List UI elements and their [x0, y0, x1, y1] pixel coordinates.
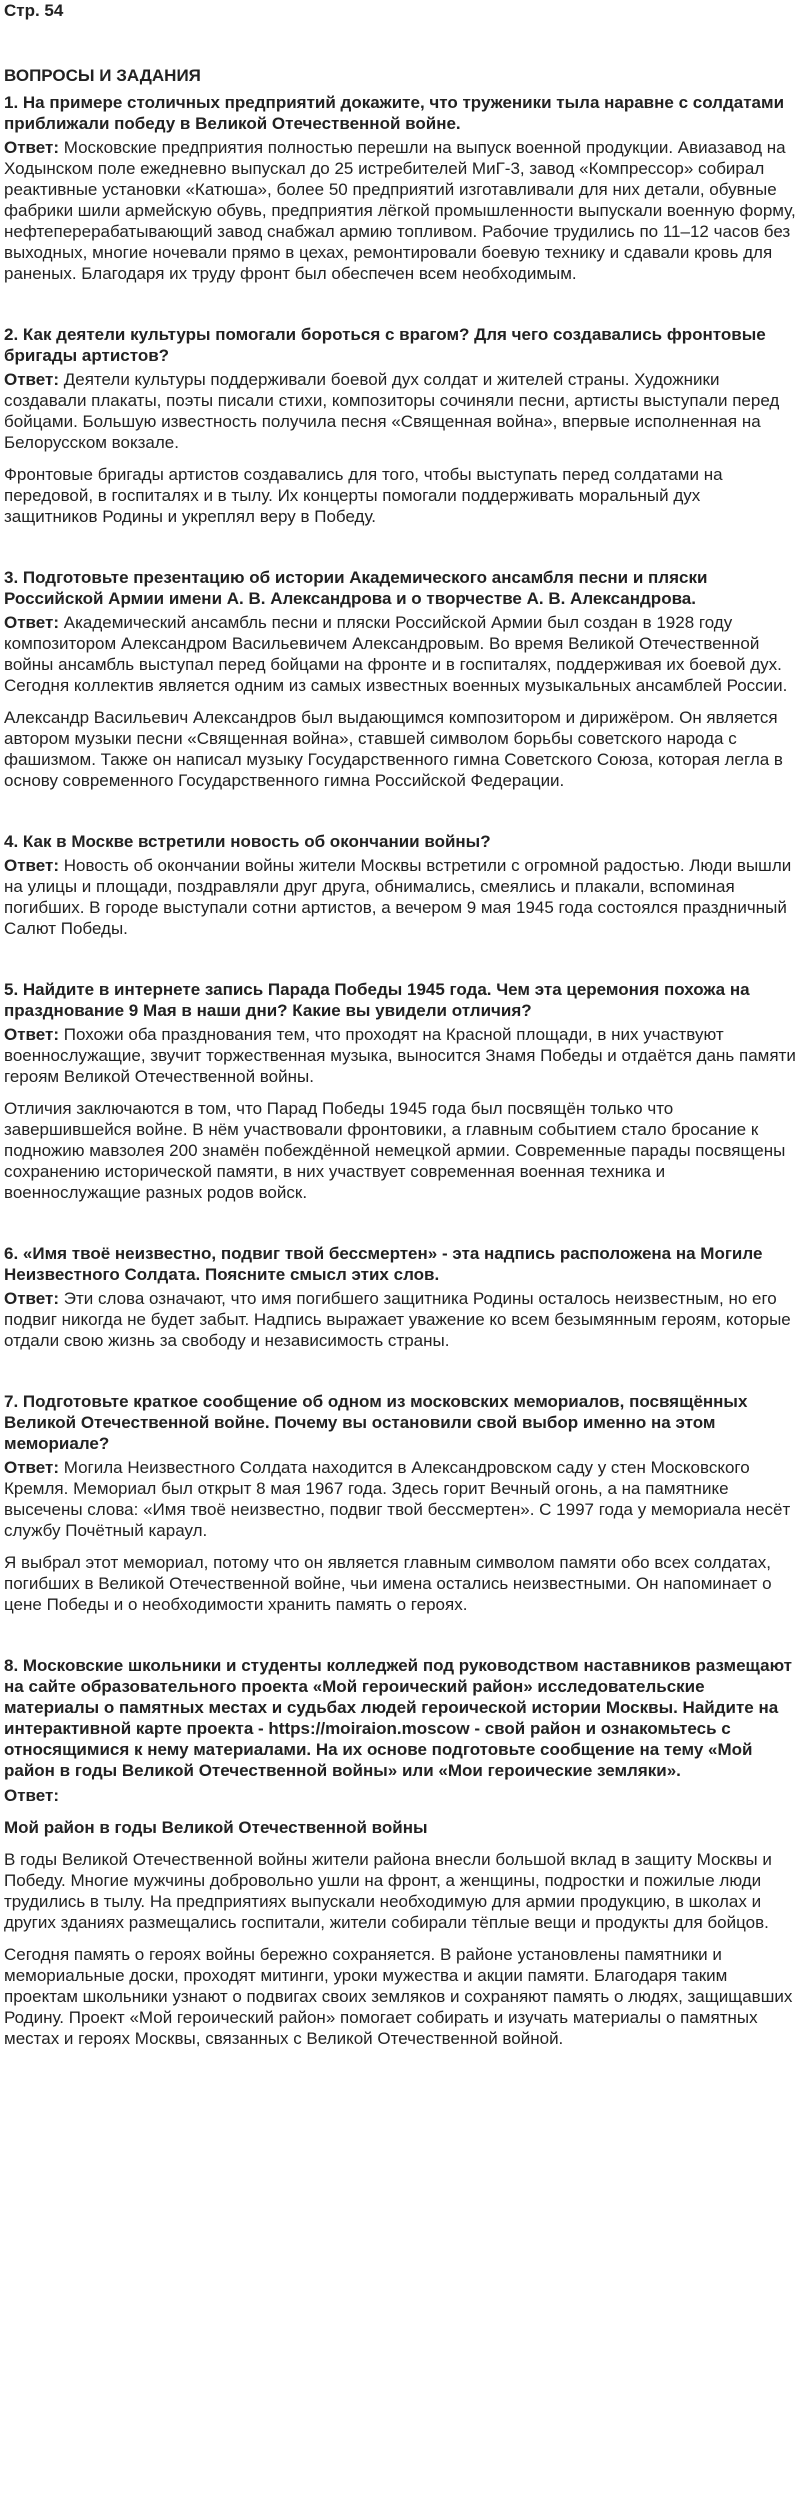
- question-text: 5. Найдите в интернете запись Парада Победы 1945 года. Чем эта церемония похожа на празднование 9 Мая в наши дни? Какие вы увидели отличия?: [4, 980, 750, 1020]
- answer-subtitle: Мой район в годы Великой Отечественной войны: [4, 1818, 428, 1837]
- question-text: 3. Подготовьте презентацию об истории Академического ансамбля песни и пляски Российской Армии имени А. В. Александрова и о творчестве А. В. Александрова.: [4, 568, 708, 608]
- answer-text: Александр Васильевич Александров был выдающимся композитором и дирижёром. Он является автором музыки песни «Священная война», ставшей символом борьбы советского народа с фашизмом. Также он написал музыку Государственного гимна Советского Союза, которая легла в основу современного Государственного гимна Российской Федерации.: [4, 708, 783, 790]
- answer-text: Могила Неизвестного Солдата находится в Александровском саду у стен Московского Кремля. Мемориал был открыт 8 мая 1967 года. Здесь горит Вечный огонь, а на памятнике высечены слова: «Имя твоё неизвестно, подвиг твой бессмертен». С 1997 года у мемориала несёт службу Почётный караул.: [4, 1458, 791, 1540]
- answer-paragraph: В годы Великой Отечественной войны жители района внесли большой вклад в защиту Москвы и Победу. Многие мужчины добровольно ушли на фронт, а женщины, подростки и пожилые люди трудились в тылу. На предприятиях выпускали необходимую для армии продукцию, в школах и других зданиях размещались госпитали, жители собирали тёплые вещи и продукты для бойцов.: [4, 1850, 772, 1932]
- answer-text: Похожи оба празднования тем, что проходят на Красной площади, в них участвуют военнослужащие, звучит торжественная музыка, выносится Знамя Победы и отдаётся дань памяти героям Великой Отечественной войны.: [4, 1025, 796, 1086]
- question-text: 1. На примере столичных предприятий докажите, что труженики тыла наравне с солдатами приближали победу в Великой Отечественной войне.: [4, 93, 785, 133]
- question-block-5: [4, 979, 796, 1203]
- answer-paragraph: Сегодня память о героях войны бережно сохраняется. В районе установлены памятники и мемориальные доски, проходят митинги, уроки мужества и акции памяти. Благодаря таким проектам школьники узнают о подвигах своих земляков и сохраняют память о людях, защищавших Родину. Проект «Мой героический район» помогает собирать и изучать материалы о памятных местах и героях Москвы, связанных с Великой Отечественной войной.: [4, 1945, 793, 2048]
- answer-text: Я выбрал этот мемориал, потому что он является главным символом памяти обо всех солдатах, погибших в Великой Отечественной войне, чьи имена остались неизвестными. Он напоминает о цене Победы и о необходимости хранить память о героях.: [4, 1553, 772, 1614]
- answer-label: Ответ:: [4, 1289, 59, 1308]
- question-block-6: [4, 1243, 796, 1351]
- question-block-1: [4, 92, 796, 284]
- question-text: 4. Как в Москве встретили новость об окончании войны?: [4, 832, 491, 851]
- question-block-7: [4, 1391, 796, 1615]
- question-block-3: [4, 567, 796, 791]
- page-number: Стр. 54: [4, 1, 64, 20]
- answer-paragraph: [4, 855, 796, 939]
- answer-paragraph: [4, 464, 796, 527]
- answer-text: Эти слова означают, что имя погибшего защитника Родины осталось неизвестным, но его подвиг никогда не будет забыт. Надпись выражает уважение ко всем безымянным героям, которые отдали свою жизнь за свободу и независимость страны.: [4, 1289, 791, 1350]
- question-text: 8. Московские школьники и студенты колледжей под руководством наставников размещают на сайте образовательного проекта «Мой героический район» исследовательские материалы о памятных местах и судьбах людей героической истории Москвы. Найдите на интерактивной карте проекта - https://moiraion.moscow - свой район и ознакомьтесь с относящимися к нему материалами. На их основе подготовьте сообщение на тему «Мой район в годы Великой Отечественной войны» или «Мои героические земляки».: [4, 1656, 792, 1780]
- answer-label: Ответ:: [4, 370, 59, 389]
- question-block-8: [4, 1655, 796, 2049]
- question-text: 2. Как деятели культуры помогали бороться с врагом? Для чего создавались фронтовые бригады артистов?: [4, 325, 766, 365]
- answer-paragraph: [4, 1024, 796, 1087]
- question-block-4: [4, 831, 796, 939]
- answer-text: Новость об окончании войны жители Москвы встретили с огромной радостью. Люди вышли на улицы и площади, поздравляли друг друга, обнимались, смеялись и плакали, вспоминая погибших. В городе выступали сотни артистов, а вечером 9 мая 1945 года состоялся праздничный Салют Победы.: [4, 856, 792, 938]
- answer-label: Ответ:: [4, 856, 59, 875]
- section-title: ВОПРОСЫ И ЗАДАНИЯ: [4, 66, 201, 85]
- answer-label: Ответ:: [4, 1025, 59, 1044]
- answer-paragraph: [4, 1098, 796, 1203]
- question-block-2: [4, 324, 796, 527]
- answer-paragraph: [4, 1457, 796, 1541]
- question-text: 6. «Имя твоё неизвестно, подвиг твой бессмертен» - эта надпись расположена на Могиле Неизвестного Солдата. Поясните смысл этих слов.: [4, 1244, 763, 1284]
- answer-paragraph: [4, 1288, 796, 1351]
- answer-label: Ответ:: [4, 138, 59, 157]
- answer-paragraph: [4, 369, 796, 453]
- answer-text: Отличия заключаются в том, что Парад Победы 1945 года был посвящён только что завершившейся войне. В нём участвовали фронтовики, а главным событием стало бросание к подножию мавзолея 200 знамён побеждённой немецкой армии. Современные парады посвящены сохранению исторической памяти, в них участвует современная военная техника и военнослужащие разных родов войск.: [4, 1099, 786, 1202]
- questions-list: [4, 92, 796, 1615]
- answer-paragraph: [4, 612, 796, 696]
- question-text: 7. Подготовьте краткое сообщение об одном из московских мемориалов, посвящённых Великой Отечественной войне. Почему вы остановили свой выбор именно на этом мемориале?: [4, 1392, 748, 1453]
- answer-paragraph: [4, 1552, 796, 1615]
- answer-label: Ответ:: [4, 1786, 59, 1805]
- answer-text: Московские предприятия полностью перешли на выпуск военной продукции. Авиазавод на Ходынском поле ежедневно выпускал до 25 истребителей МиГ-3, завод «Компрессор» собирал реактивные установки «Катюша», более 50 предприятий изготавливали для них детали, обувные фабрики шили армейскую обувь, предприятия лёгкой промышленности выпускали военную форму, нефтеперерабатывающий завод снабжал армию топливом. Рабочие трудились по 11–12 часов без выходных, многие ночевали прямо в цехах, ремонтировали боевую технику и сдавали кровь для раненых. Благодаря их труду фронт был обеспечен всем необходимым.: [4, 138, 796, 283]
- answer-text: Деятели культуры поддерживали боевой дух солдат и жителей страны. Художники создавали плакаты, поэты писали стихи, композиторы сочиняли песни, артисты выступали перед бойцами. Большую известность получила песня «Священная война», впервые исполненная на Белорусском вокзале.: [4, 370, 780, 452]
- answer-label: Ответ:: [4, 613, 59, 632]
- answer-label: Ответ:: [4, 1458, 59, 1477]
- answer-text: Фронтовые бригады артистов создавались для того, чтобы выступать перед солдатами на передовой, в госпиталях и в тылу. Их концерты помогали поддерживать моральный дух защитников Родины и укреплял веру в Победу.: [4, 465, 723, 526]
- answer-paragraph: [4, 707, 796, 791]
- answer-text: Академический ансамбль песни и пляски Российской Армии был создан в 1928 году композитором Александром Васильевичем Александровым. Во время Великой Отечественной войны ансамбль выступал перед бойцами на фронте и в госпиталях, поддерживая их боевой дух. Сегодня коллектив является одним из самых известных военных музыкальных ансамблей России.: [4, 613, 788, 695]
- answer-paragraph: [4, 137, 796, 284]
